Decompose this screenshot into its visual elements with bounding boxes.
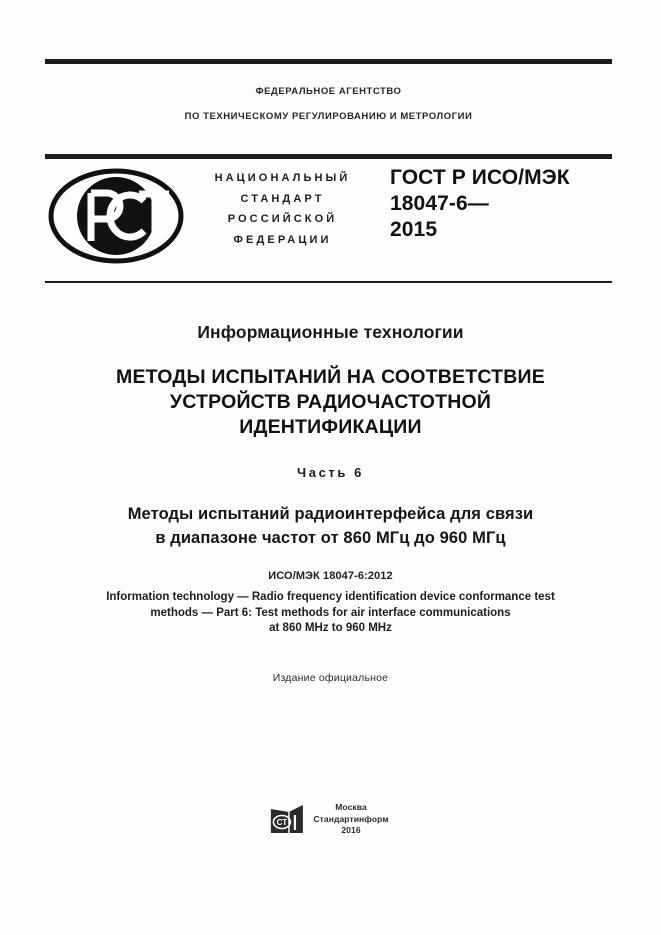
publisher-year: 2016 — [341, 825, 361, 835]
iso-english-line-3: at 860 MHz to 960 MHz — [269, 622, 392, 634]
iso-english-line-1: Information technology — Radio frequency identification device conformance test — [106, 591, 555, 603]
national-standard-line-4: ФЕДЕРАЦИИ — [233, 233, 332, 246]
publisher-block — [45, 802, 612, 848]
designation-line-3: 2015 — [390, 218, 438, 241]
main-title-line-1: МЕТОДЫ ИСПЫТАНИЙ НА СООТВЕТСТВИЕ — [116, 366, 545, 388]
designation-line-1: ГОСТ Р ИСО/МЭК — [390, 166, 570, 189]
divider-rule-top — [45, 59, 612, 64]
main-title — [40, 365, 621, 440]
part-title-line-2: в диапазоне частот от 860 МГц до 960 МГц — [155, 529, 506, 547]
national-standard-line-1: НАЦИОНАЛЬНЫЙ — [214, 172, 351, 184]
title-block — [40, 322, 621, 550]
agency-header — [45, 86, 612, 123]
divider-rule-bottom — [45, 281, 612, 283]
agency-line-1: ФЕДЕРАЛЬНОЕ АГЕНТСТВО — [255, 86, 402, 97]
field-title: Информационные технологии — [197, 322, 464, 342]
national-standard-line-2: СТАНДАРТ — [240, 192, 325, 205]
iso-english-title — [40, 590, 621, 637]
main-title-line-2: УСТРОЙСТВ РАДИОЧАСТОТНОЙ — [169, 391, 492, 413]
divider-rule-middle — [45, 154, 612, 159]
publisher-name: Стандартинформ — [313, 813, 389, 824]
gost-rst-emblem-icon — [47, 167, 185, 265]
agency-line-2: ПО ТЕХНИЧЕСКОМУ РЕГУЛИРОВАНИЮ И МЕТРОЛОГИИ — [184, 111, 473, 123]
standard-designation — [390, 165, 612, 243]
svg-text:СТ: СТ — [276, 818, 287, 828]
publisher-imprint — [313, 802, 388, 837]
iso-reference-block — [40, 570, 621, 637]
official-edition-note: Издание официальное — [272, 672, 389, 684]
designation-line-2: 18047-6— — [390, 192, 489, 215]
national-standard-caption — [185, 168, 380, 250]
iso-english-line-2: methods — Part 6: Test methods for air interface communications — [150, 606, 511, 619]
publisher-city: Москва — [335, 802, 367, 812]
national-standard-line-3: РОССИЙСКОЙ — [227, 213, 338, 225]
standartinform-logo-icon — [268, 802, 304, 836]
part-title — [40, 502, 621, 550]
iso-reference-number: ИСО/МЭК 18047-6:2012 — [268, 570, 393, 582]
part-label: Часть 6 — [297, 465, 364, 480]
part-title-line-1: Методы испытаний радиоинтерфейса для связи — [127, 505, 534, 523]
identity-band — [45, 163, 612, 275]
main-title-line-3: ИДЕНТИФИКАЦИИ — [239, 416, 422, 438]
